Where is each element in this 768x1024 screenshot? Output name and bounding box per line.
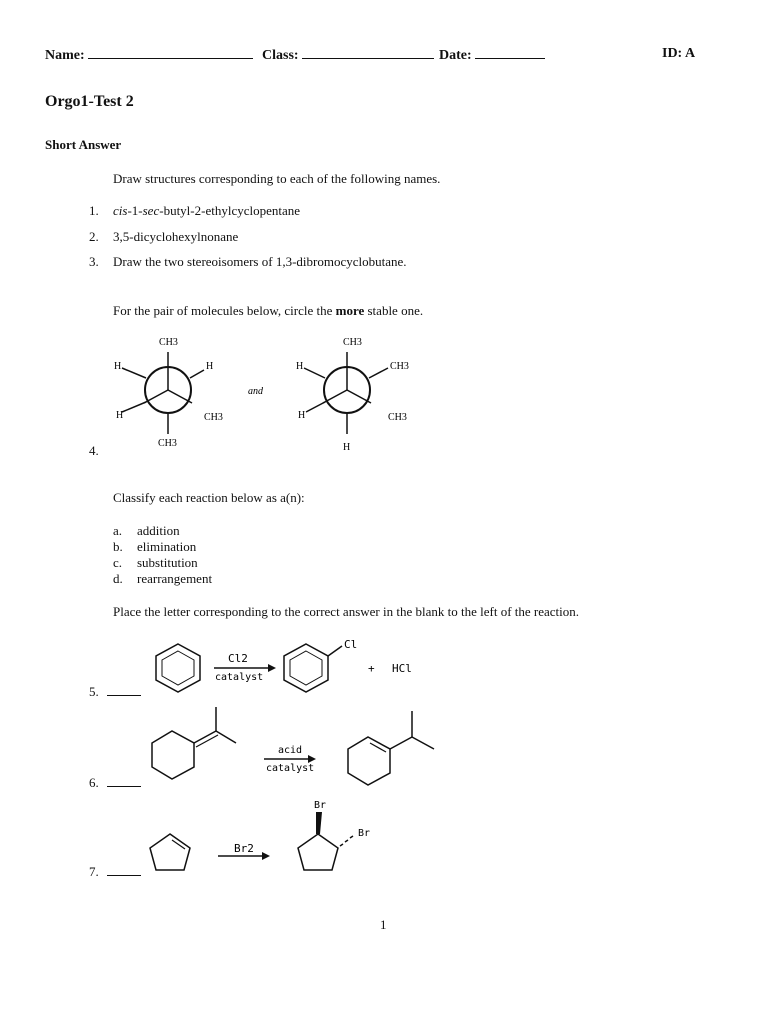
newman-left [114,337,223,449]
question-2-text: 3,5-dicyclohexylnonane [113,229,239,244]
reaction-7-scheme [140,796,400,880]
right-upper-right-label: CH3 [390,361,409,372]
wedge-bond [316,812,322,834]
reaction-5-reagent-bottom: catalyst [215,672,264,683]
date-label: Date: [439,48,472,63]
reaction-5-reagent-top: Cl2 [228,652,248,665]
instruction-place: Place the letter corresponding to the correct answer in the blank to the left of the reaction. [113,604,580,619]
reaction-7-answer-blank[interactable] [107,863,141,876]
reaction-7-product-br1: Br [314,800,327,811]
instruction-stability: For the pair of molecules below, circle the more stable one. [113,303,424,318]
question-number-4: 4. [89,443,99,458]
reaction-6-answer-blank[interactable] [107,774,141,787]
right-bottom-label: H [343,442,351,453]
instruction-draw: Draw structures corresponding to each of the following names. [113,171,441,186]
newman-right [296,337,409,453]
benzene-inner [162,651,194,685]
right-upper-left-label: H [296,361,304,372]
question-1-text: cis-1-sec-butyl-2-ethylcyclopentane [113,203,301,218]
left-top-label: CH3 [159,337,178,348]
class-label: Class: [262,48,299,63]
page-number: 1 [380,917,387,932]
right-lower-right-label: CH3 [388,412,407,423]
option-c: c. substitution [113,555,198,570]
name-field [45,46,253,64]
newman-projections [100,330,440,460]
reaction-6-scheme [140,703,450,793]
name-blank[interactable] [88,46,253,59]
question-number-3: 3. [89,254,99,269]
question-number-1: 1. [89,203,99,218]
instruction-classify: Classify each reaction below as a(n): [113,490,305,505]
reaction-5-number: 5. [89,683,141,700]
id-label: ID: A [662,46,696,61]
left-upper-left-label: H [114,361,122,372]
option-d: d. rearrangement [113,571,213,586]
class-field [262,46,434,64]
section-heading: Short Answer [45,137,122,152]
option-a: a. addition [113,523,180,538]
and-label: and [248,386,263,397]
date-field [439,46,545,64]
reaction-5-byproduct: HCl [392,662,412,675]
reaction-5-answer-blank[interactable] [107,683,141,696]
page-title: Orgo1-Test 2 [45,93,134,110]
reaction-5-plus: + [368,662,375,675]
reaction-7-product-br2: Br [358,828,371,839]
option-b: b. elimination [113,539,197,554]
name-label: Name: [45,48,85,63]
right-lower-left-label: H [298,410,306,421]
left-bottom-label: CH3 [158,438,177,449]
reaction-7-reagent-top: Br2 [234,842,254,855]
question-3-text: Draw the two stereoisomers of 1,3-dibromocyclobutane. [113,254,407,269]
reaction-6-number: 6. [89,774,141,791]
reaction-5-scheme [140,634,440,704]
left-lower-right-label: CH3 [204,412,223,423]
reaction-5-product-label: Cl [344,638,358,651]
left-upper-right-label: H [206,361,214,372]
question-number-2: 2. [89,229,99,244]
class-blank[interactable] [302,46,434,59]
reaction-7-number: 7. [89,863,141,880]
right-top-label: CH3 [343,337,362,348]
date-blank[interactable] [475,46,545,59]
left-lower-left-label: H [116,410,124,421]
reaction-6-reagent-top: acid [278,745,303,756]
reaction-6-reagent-bottom: catalyst [266,763,315,774]
